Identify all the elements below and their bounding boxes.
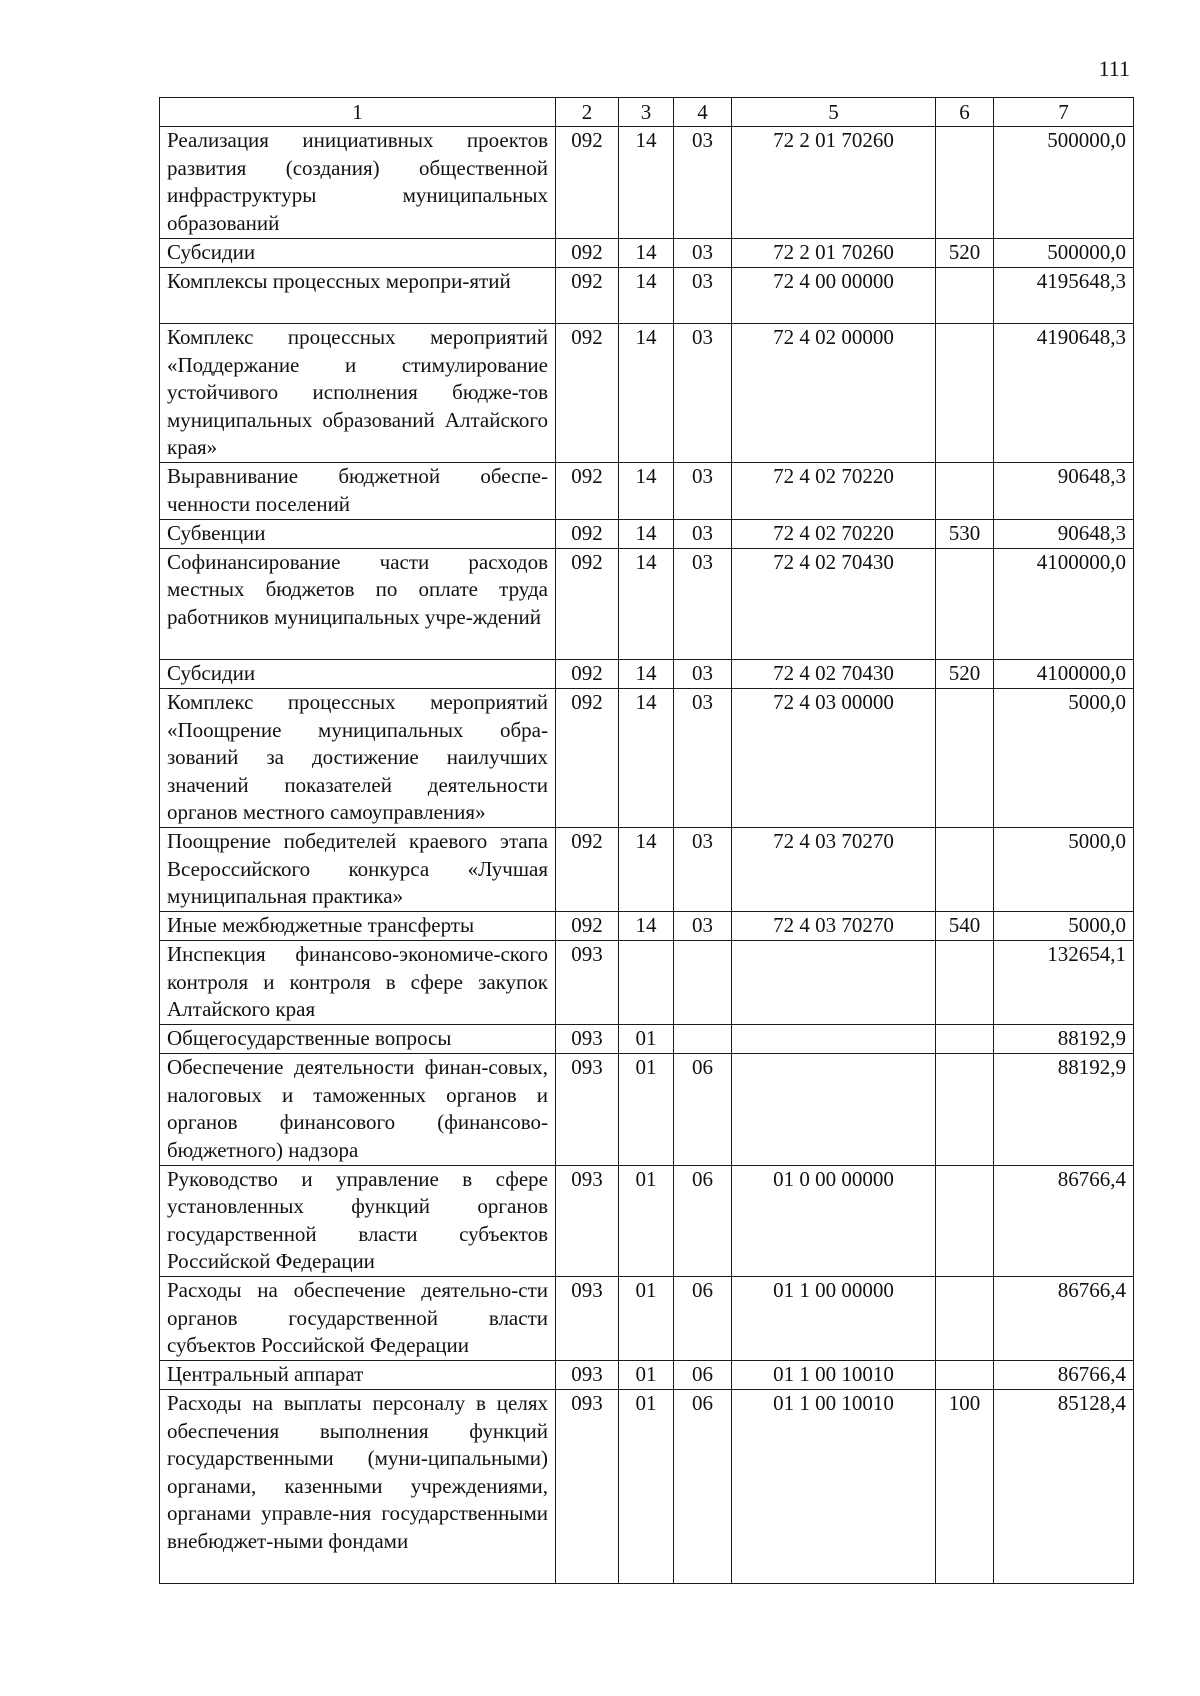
row-target-article-cell: 72 4 02 70220 bbox=[732, 519, 936, 548]
row-name-cell: Комплексы процессных меропри-ятий bbox=[160, 267, 556, 324]
row-gr-code-cell: 093 bbox=[556, 1054, 619, 1166]
row-expense-type-cell bbox=[936, 689, 994, 828]
row-subsection-cell bbox=[674, 941, 732, 1025]
row-section-cell: 14 bbox=[619, 267, 674, 324]
table-row bbox=[160, 548, 1134, 660]
row-subsection-cell: 06 bbox=[674, 1165, 732, 1277]
row-gr-code-cell: 093 bbox=[556, 1361, 619, 1390]
row-amount-cell: 4100000,0 bbox=[994, 548, 1134, 660]
header-cell: 5 bbox=[732, 98, 936, 127]
table-row bbox=[160, 127, 1134, 239]
row-amount-cell: 88192,9 bbox=[994, 1054, 1134, 1166]
row-subsection-cell: 03 bbox=[674, 519, 732, 548]
row-name-cell: Расходы на обеспечение деятельно-сти органов государственной власти субъектов Российской Федерации bbox=[160, 1277, 556, 1361]
row-subsection-cell: 03 bbox=[674, 127, 732, 239]
row-target-article-cell: 72 2 01 70260 bbox=[732, 127, 936, 239]
row-subsection-cell: 03 bbox=[674, 912, 732, 941]
table-row bbox=[160, 1054, 1134, 1166]
row-gr-code-cell: 092 bbox=[556, 912, 619, 941]
header-cell: 3 bbox=[619, 98, 674, 127]
table-row bbox=[160, 689, 1134, 828]
row-name-cell: Поощрение победителей краевого этапа Всероссийского конкурса «Лучшая муниципальная практика» bbox=[160, 828, 556, 912]
row-amount-cell: 5000,0 bbox=[994, 912, 1134, 941]
row-subsection-cell: 03 bbox=[674, 548, 732, 660]
row-gr-code-cell: 092 bbox=[556, 548, 619, 660]
table-row bbox=[160, 660, 1134, 689]
table-row bbox=[160, 1361, 1134, 1390]
row-gr-code-cell: 092 bbox=[556, 267, 619, 324]
row-section-cell: 14 bbox=[619, 463, 674, 520]
table-row bbox=[160, 463, 1134, 520]
row-section-cell: 14 bbox=[619, 912, 674, 941]
row-section-cell: 14 bbox=[619, 238, 674, 267]
row-amount-cell: 90648,3 bbox=[994, 519, 1134, 548]
table-row bbox=[160, 828, 1134, 912]
row-gr-code-cell: 093 bbox=[556, 1390, 619, 1584]
row-target-article-cell: 72 4 03 70270 bbox=[732, 912, 936, 941]
header-cell: 2 bbox=[556, 98, 619, 127]
row-target-article-cell: 72 4 02 70220 bbox=[732, 463, 936, 520]
row-expense-type-cell bbox=[936, 1277, 994, 1361]
row-target-article-cell: 01 1 00 00000 bbox=[732, 1277, 936, 1361]
row-amount-cell: 4100000,0 bbox=[994, 660, 1134, 689]
row-expense-type-cell bbox=[936, 324, 994, 463]
row-amount-cell: 500000,0 bbox=[994, 238, 1134, 267]
table-row bbox=[160, 912, 1134, 941]
table-row bbox=[160, 238, 1134, 267]
row-subsection-cell: 06 bbox=[674, 1390, 732, 1584]
row-name-cell: Обеспечение деятельности финан-совых, налоговых и таможенных органов и органов финансового (финансово-бюджетного) надзора bbox=[160, 1054, 556, 1166]
row-amount-cell: 85128,4 bbox=[994, 1390, 1134, 1584]
row-subsection-cell: 03 bbox=[674, 238, 732, 267]
row-expense-type-cell bbox=[936, 941, 994, 1025]
row-name-cell: Субсидии bbox=[160, 238, 556, 267]
row-expense-type-cell bbox=[936, 463, 994, 520]
row-gr-code-cell: 092 bbox=[556, 127, 619, 239]
row-subsection-cell: 03 bbox=[674, 267, 732, 324]
row-amount-cell: 4195648,3 bbox=[994, 267, 1134, 324]
header-cell: 4 bbox=[674, 98, 732, 127]
row-target-article-cell: 72 4 02 70430 bbox=[732, 660, 936, 689]
row-expense-type-cell: 520 bbox=[936, 238, 994, 267]
row-section-cell: 14 bbox=[619, 689, 674, 828]
row-expense-type-cell bbox=[936, 1054, 994, 1166]
row-gr-code-cell: 092 bbox=[556, 238, 619, 267]
row-expense-type-cell bbox=[936, 267, 994, 324]
row-section-cell: 14 bbox=[619, 324, 674, 463]
row-section-cell: 14 bbox=[619, 660, 674, 689]
row-target-article-cell: 72 4 03 70270 bbox=[732, 828, 936, 912]
table-row bbox=[160, 1165, 1134, 1277]
table-row bbox=[160, 267, 1134, 324]
row-name-cell: Иные межбюджетные трансферты bbox=[160, 912, 556, 941]
row-name-cell: Расходы на выплаты персоналу в целях обеспечения выполнения функций государственными (муни-ципальными) органами, казенными учреждениями, органами управле-ния государственными внебюджет-ными фондами bbox=[160, 1390, 556, 1584]
row-section-cell: 01 bbox=[619, 1277, 674, 1361]
row-subsection-cell: 03 bbox=[674, 828, 732, 912]
row-name-cell: Выравнивание бюджетной обеспе-ченности поселений bbox=[160, 463, 556, 520]
row-target-article-cell bbox=[732, 1025, 936, 1054]
row-amount-cell: 86766,4 bbox=[994, 1361, 1134, 1390]
row-gr-code-cell: 092 bbox=[556, 689, 619, 828]
row-subsection-cell: 03 bbox=[674, 463, 732, 520]
row-name-cell: Субсидии bbox=[160, 660, 556, 689]
table-body bbox=[160, 98, 1134, 1584]
row-target-article-cell: 01 0 00 00000 bbox=[732, 1165, 936, 1277]
row-target-article-cell bbox=[732, 1054, 936, 1166]
row-section-cell: 01 bbox=[619, 1054, 674, 1166]
row-expense-type-cell: 530 bbox=[936, 519, 994, 548]
row-expense-type-cell bbox=[936, 127, 994, 239]
row-name-cell: Центральный аппарат bbox=[160, 1361, 556, 1390]
row-target-article-cell: 72 4 03 00000 bbox=[732, 689, 936, 828]
budget-table bbox=[159, 97, 1134, 1584]
row-name-cell: Руководство и управление в сфере установленных функций органов государственной власти субъектов Российской Федерации bbox=[160, 1165, 556, 1277]
row-subsection-cell: 03 bbox=[674, 324, 732, 463]
row-name-cell: Комплекс процессных мероприятий «Поощрение муниципальных обра-зований за достижение наилучших значений показателей деятельности органов местного самоуправления» bbox=[160, 689, 556, 828]
row-name-cell: Комплекс процессных мероприятий «Поддержание и стимулирование устойчивого исполнения бюдже-тов муниципальных образований Алтайского края» bbox=[160, 324, 556, 463]
row-subsection-cell: 03 bbox=[674, 660, 732, 689]
row-expense-type-cell bbox=[936, 548, 994, 660]
header-cell: 7 bbox=[994, 98, 1134, 127]
row-amount-cell: 4190648,3 bbox=[994, 324, 1134, 463]
row-amount-cell: 86766,4 bbox=[994, 1277, 1134, 1361]
row-target-article-cell: 72 4 02 70430 bbox=[732, 548, 936, 660]
row-expense-type-cell: 100 bbox=[936, 1390, 994, 1584]
row-section-cell: 14 bbox=[619, 519, 674, 548]
row-expense-type-cell: 520 bbox=[936, 660, 994, 689]
row-gr-code-cell: 092 bbox=[556, 463, 619, 520]
row-subsection-cell bbox=[674, 1025, 732, 1054]
row-gr-code-cell: 092 bbox=[556, 519, 619, 548]
table-header-row bbox=[160, 98, 1134, 127]
row-subsection-cell: 06 bbox=[674, 1054, 732, 1166]
row-amount-cell: 500000,0 bbox=[994, 127, 1134, 239]
row-target-article-cell: 72 2 01 70260 bbox=[732, 238, 936, 267]
header-cell: 6 bbox=[936, 98, 994, 127]
row-gr-code-cell: 093 bbox=[556, 941, 619, 1025]
row-expense-type-cell: 540 bbox=[936, 912, 994, 941]
row-expense-type-cell bbox=[936, 1165, 994, 1277]
row-name-cell: Реализация инициативных проектов развития (создания) общественной инфраструктуры муниципальных образований bbox=[160, 127, 556, 239]
row-section-cell: 01 bbox=[619, 1025, 674, 1054]
row-gr-code-cell: 092 bbox=[556, 660, 619, 689]
row-target-article-cell: 72 4 02 00000 bbox=[732, 324, 936, 463]
row-section-cell bbox=[619, 941, 674, 1025]
table-row bbox=[160, 1025, 1134, 1054]
table-row bbox=[160, 941, 1134, 1025]
row-target-article-cell bbox=[732, 941, 936, 1025]
row-target-article-cell: 01 1 00 10010 bbox=[732, 1361, 936, 1390]
row-name-cell: Общегосударственные вопросы bbox=[160, 1025, 556, 1054]
row-target-article-cell: 01 1 00 10010 bbox=[732, 1390, 936, 1584]
row-gr-code-cell: 092 bbox=[556, 324, 619, 463]
row-name-cell: Инспекция финансово-экономиче-ского контроля и контроля в сфере закупок Алтайского края bbox=[160, 941, 556, 1025]
row-subsection-cell: 06 bbox=[674, 1361, 732, 1390]
row-section-cell: 01 bbox=[619, 1390, 674, 1584]
row-section-cell: 14 bbox=[619, 548, 674, 660]
row-amount-cell: 132654,1 bbox=[994, 941, 1134, 1025]
row-gr-code-cell: 093 bbox=[556, 1165, 619, 1277]
table-row bbox=[160, 519, 1134, 548]
row-amount-cell: 88192,9 bbox=[994, 1025, 1134, 1054]
row-expense-type-cell bbox=[936, 1361, 994, 1390]
page-number: 111 bbox=[1098, 56, 1130, 81]
row-subsection-cell: 03 bbox=[674, 689, 732, 828]
row-amount-cell: 90648,3 bbox=[994, 463, 1134, 520]
row-amount-cell: 86766,4 bbox=[994, 1165, 1134, 1277]
table-row bbox=[160, 1390, 1134, 1584]
row-name-cell: Софинансирование части расходов местных бюджетов по оплате труда работников муниципальных учре-ждений bbox=[160, 548, 556, 660]
row-expense-type-cell bbox=[936, 828, 994, 912]
row-section-cell: 01 bbox=[619, 1361, 674, 1390]
row-section-cell: 14 bbox=[619, 127, 674, 239]
row-gr-code-cell: 092 bbox=[556, 828, 619, 912]
row-section-cell: 14 bbox=[619, 828, 674, 912]
row-target-article-cell: 72 4 00 00000 bbox=[732, 267, 936, 324]
row-name-cell: Субвенции bbox=[160, 519, 556, 548]
row-expense-type-cell bbox=[936, 1025, 994, 1054]
table-row bbox=[160, 1277, 1134, 1361]
row-subsection-cell: 06 bbox=[674, 1277, 732, 1361]
row-gr-code-cell: 093 bbox=[556, 1277, 619, 1361]
row-amount-cell: 5000,0 bbox=[994, 828, 1134, 912]
header-cell: 1 bbox=[160, 98, 556, 127]
table-row bbox=[160, 324, 1134, 463]
row-section-cell: 01 bbox=[619, 1165, 674, 1277]
row-gr-code-cell: 093 bbox=[556, 1025, 619, 1054]
row-amount-cell: 5000,0 bbox=[994, 689, 1134, 828]
